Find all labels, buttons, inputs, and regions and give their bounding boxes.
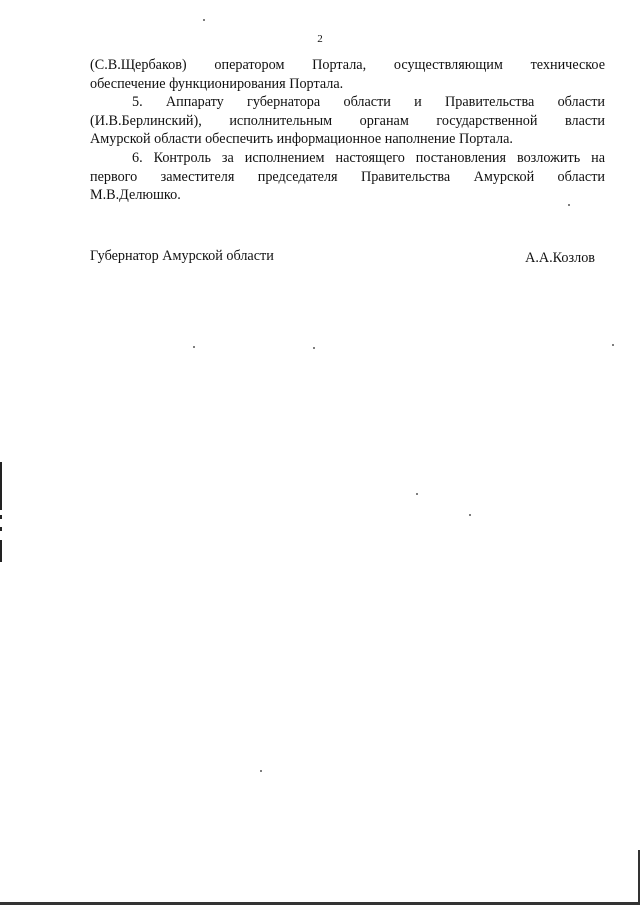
text-line: Амурской области обеспечить информационное наполнение Портала. bbox=[90, 131, 513, 148]
paragraph-item-6 bbox=[90, 149, 605, 205]
scan-speck bbox=[313, 347, 315, 349]
text-line: (С.В.Щербаков) оператором Портала, осуществляющим техническое bbox=[90, 57, 605, 73]
scan-speck bbox=[612, 344, 614, 346]
scan-speck bbox=[260, 770, 262, 772]
paragraph-continuation bbox=[90, 56, 605, 93]
signatory-name: А.А.Козлов bbox=[525, 250, 595, 266]
signature-block bbox=[90, 247, 595, 267]
text-line: первого заместителя председателя Правительства Амурской области bbox=[90, 168, 605, 185]
text-line: (И.В.Берлинский), исполнительным органам государственной власти bbox=[90, 112, 605, 129]
scan-edge-mark bbox=[0, 527, 2, 531]
scan-edge-mark bbox=[0, 515, 2, 519]
scan-edge-mark bbox=[0, 462, 2, 510]
text-line: 5. Аппарату губернатора области и Правительства области bbox=[132, 94, 605, 111]
scan-speck bbox=[469, 514, 471, 516]
text-line: обеспечение функционирования Портала. bbox=[90, 75, 344, 92]
scan-speck bbox=[568, 204, 570, 206]
scan-speck bbox=[193, 346, 195, 348]
signatory-title: Губернатор Амурской области bbox=[90, 248, 274, 264]
scan-speck bbox=[203, 19, 205, 21]
document-body bbox=[90, 56, 605, 205]
text-line: М.В.Делюшко. bbox=[90, 187, 181, 204]
text-line: 6. Контроль за исполнением настоящего постановления возложить на bbox=[132, 149, 605, 166]
page-number: 2 bbox=[317, 33, 323, 45]
scan-speck bbox=[416, 493, 418, 495]
scan-edge-mark bbox=[0, 540, 2, 562]
paragraph-item-5 bbox=[90, 93, 605, 149]
